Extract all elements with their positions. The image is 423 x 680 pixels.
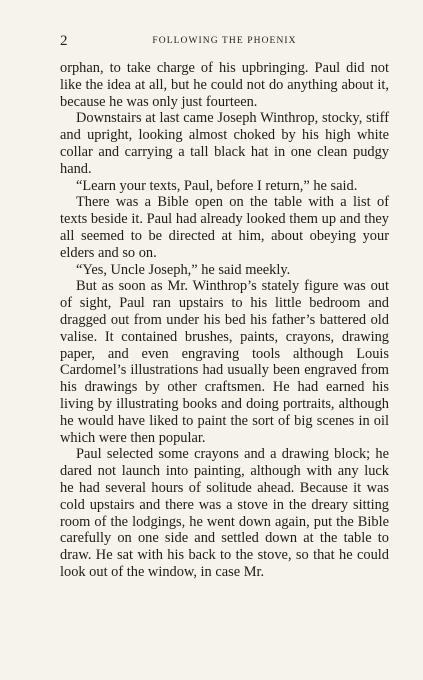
body-text (60, 60, 389, 581)
paragraph: There was a Bible open on the table with a list of texts beside it. Paul had already looked them up and they all seemed to be directed at him, about obeying your elders and so on. (60, 194, 389, 261)
running-head (60, 32, 389, 50)
paragraph: But as soon as Mr. Winthrop’s stately figure was out of sight, Paul ran upstairs to his little bedroom and dragged out from under his bed his father’s battered old valise. It contained brushes, paints, crayons, drawing paper, and even engraving tools although Louis Cardomel’s illustrations had usually been engraved from his drawings by other craftsmen. He had earned his living by illustrating books and doing portraits, although he would have liked to paint the sort of big scenes in oil which were then popular. (60, 278, 389, 446)
paragraph-continued: orphan, to take charge of his upbringing. Paul did not like the idea at all, but he could not do anything about it, because he was only just fourteen. (60, 60, 389, 110)
running-title: FOLLOWING THE PHOENIX (152, 36, 297, 46)
page-number: 2 (60, 33, 68, 49)
paragraph: Downstairs at last came Joseph Winthrop, stocky, stiff and upright, looking almost choked by his high white collar and carrying a tall black hat in one clean pudgy hand. (60, 110, 389, 177)
paragraph: “Yes, Uncle Joseph,” he said meekly. (76, 261, 291, 278)
paragraph: “Learn your texts, Paul, before I return,” he said. (76, 177, 358, 194)
paragraph: Paul selected some crayons and a drawing block; he dared not launch into painting, although with any luck he had several hours of solitude ahead. Because it was cold upstairs and there was a stove in the dreary sitting room of the lodgings, he went down again, put the Bible carefully on one side and settled down at the table to draw. He sat with his back to the stove, so that he could look out of the window, in case Mr. (60, 446, 389, 580)
